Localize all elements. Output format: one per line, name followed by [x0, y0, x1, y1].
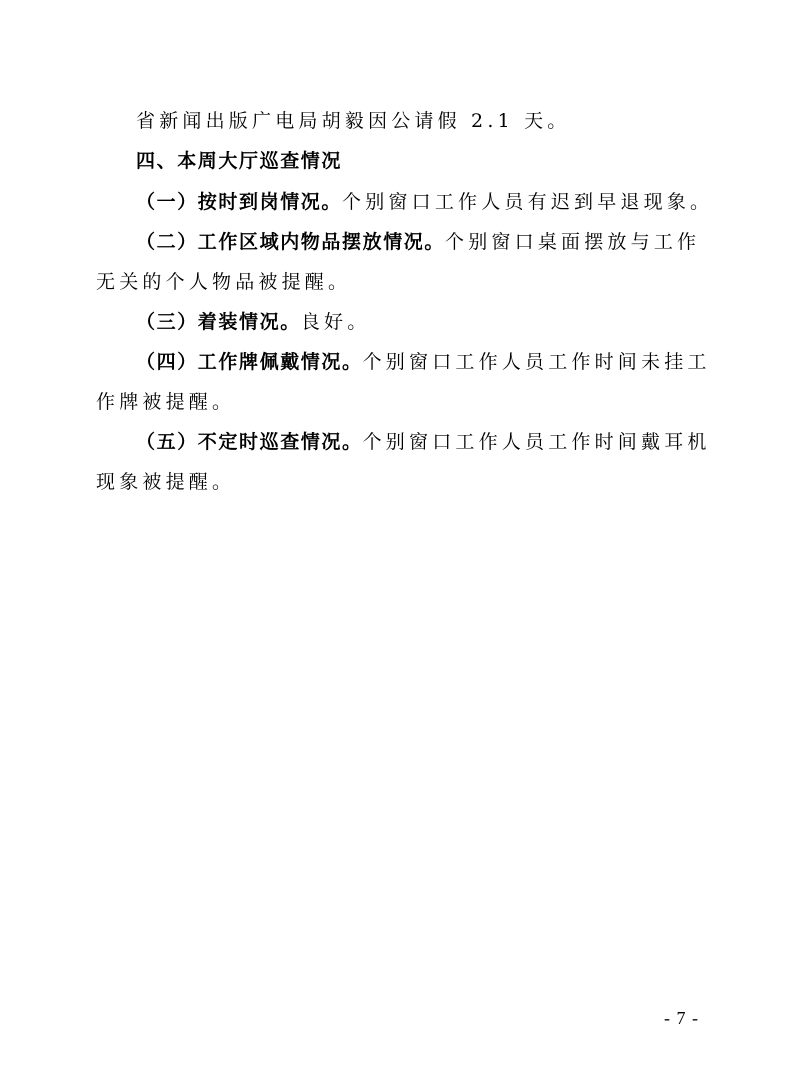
- page-number: - 7 -: [664, 1008, 699, 1028]
- item-badge-text-cont: 作牌被提醒。: [96, 391, 236, 413]
- item-badge-text: 个别窗口工作人员工作时间未挂工: [362, 351, 711, 373]
- item-attire-label: （三）着装情况。: [136, 311, 301, 333]
- item-attendance-text: 个别窗口工作人员有迟到早退现象。: [342, 191, 714, 213]
- item-random-check-text: 个别窗口工作人员工作时间戴耳机: [362, 431, 711, 453]
- leave-record-text: 省新闻出版广电局胡毅因公请假 2.1 天。: [136, 110, 571, 132]
- item-random-check: [136, 429, 711, 455]
- item-attire: [136, 309, 370, 335]
- item-workspace-label: （二）工作区域内物品摆放情况。: [136, 231, 446, 253]
- item-random-check-text-cont: 现象被提醒。: [96, 471, 236, 493]
- item-badge-label: （四）工作牌佩戴情况。: [136, 351, 363, 373]
- item-badge-continuation: [96, 389, 235, 415]
- item-workspace-text: 个别窗口桌面摆放与工作: [445, 231, 701, 253]
- item-workspace-continuation: [96, 269, 351, 295]
- item-workspace: [136, 229, 700, 255]
- item-random-check-continuation: [96, 469, 235, 495]
- item-attire-text: 良好。: [300, 311, 371, 333]
- item-random-check-label: （五）不定时巡查情况。: [136, 431, 363, 453]
- section-heading-text: 四、本周大厅巡查情况: [136, 150, 343, 172]
- item-attendance: [136, 189, 713, 215]
- leave-record-line: [136, 108, 571, 134]
- item-attendance-label: （一）按时到岗情况。: [136, 191, 343, 213]
- item-workspace-text-cont: 无关的个人物品被提醒。: [96, 271, 352, 293]
- item-badge: [136, 349, 711, 375]
- section-heading: [136, 148, 342, 174]
